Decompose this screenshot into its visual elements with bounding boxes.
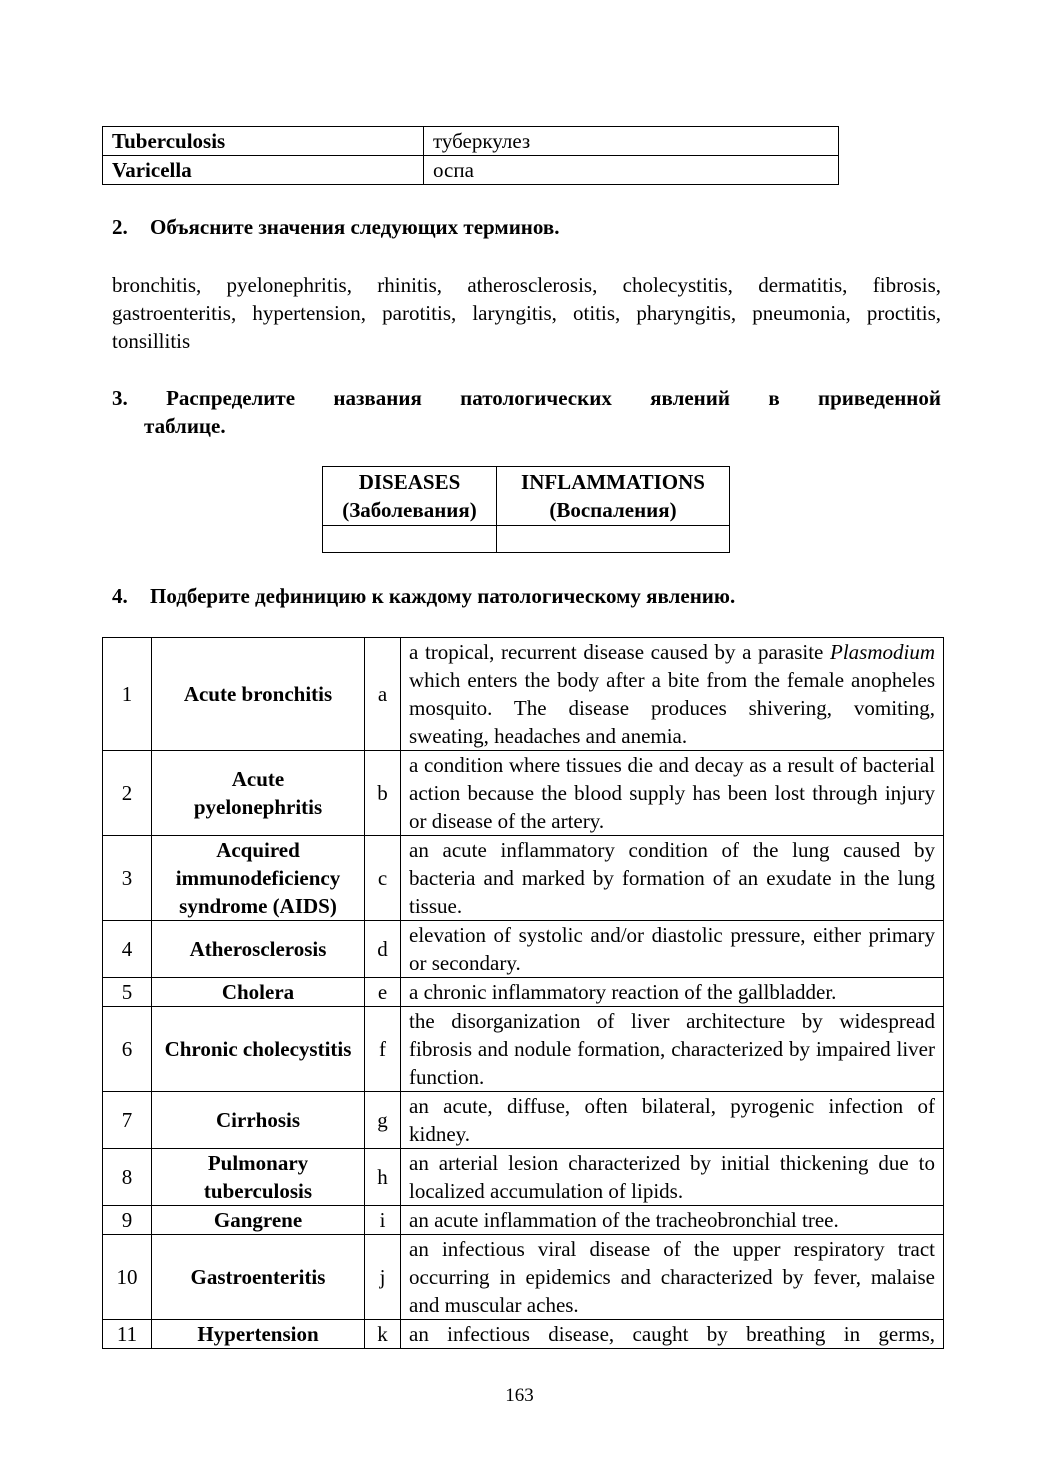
condition-name: Gangrene (152, 1206, 365, 1235)
task3-heading (112, 384, 941, 440)
definition-letter: i (365, 1206, 401, 1235)
vocab-table (102, 126, 839, 185)
definition-text: an infectious disease, caught by breathing in germs, (401, 1320, 944, 1349)
condition-name: Acute bronchitis (152, 638, 365, 751)
table-row (103, 978, 944, 1007)
diseases-cell (323, 526, 497, 553)
row-number: 3 (103, 836, 152, 921)
terms-paragraph: bronchitis, pyelonephritis, rhinitis, atherosclerosis, cholecystitis, dermatitis, fibrosis, gastroenteritis, hypertension, parotitis, laryngitis, otitis, pharyngitis, pneumonia, proctitis, tonsillitis (112, 273, 941, 353)
task-number: 4. (112, 584, 128, 608)
diseases-header: DISEASES (Заболевания) (323, 467, 497, 526)
term-cell: Tuberculosis (103, 127, 424, 156)
table-row (103, 751, 944, 836)
definition-text: the disorganization of liver architecture by widespread fibrosis and nodule formation, characterized by impaired liver function. (401, 1007, 944, 1092)
definition-letter: j (365, 1235, 401, 1320)
translation-cell: оспа (424, 156, 839, 185)
definition-letter: g (365, 1092, 401, 1149)
table-row (103, 1206, 944, 1235)
table-row (103, 836, 944, 921)
definition-text: a chronic inflammatory reaction of the gallbladder. (401, 978, 944, 1007)
row-number: 5 (103, 978, 152, 1007)
definition-letter: c (365, 836, 401, 921)
inflammations-header: INFLAMMATIONS (Воспаления) (497, 467, 730, 526)
table-row (103, 638, 944, 751)
row-number: 10 (103, 1235, 152, 1320)
row-number: 2 (103, 751, 152, 836)
table-row (103, 921, 944, 978)
task4-heading (112, 584, 735, 609)
definition-letter: h (365, 1149, 401, 1206)
task2-heading (112, 215, 559, 240)
task-title: Подберите дефиницию к каждому патологическому явлению. (150, 584, 736, 608)
definition-letter: e (365, 978, 401, 1007)
table-header-row (323, 467, 730, 526)
definition-text: an acute, diffuse, often bilateral, pyrogenic infection of kidney. (401, 1092, 944, 1149)
definition-text: elevation of systolic and/or diastolic pressure, either primary or secondary. (401, 921, 944, 978)
task-title-line2: таблице. (144, 414, 226, 438)
table-row (103, 1092, 944, 1149)
matching-table (102, 637, 944, 1349)
task-number: 3. (112, 386, 128, 410)
condition-name: Acute pyelonephritis (152, 751, 365, 836)
row-number: 8 (103, 1149, 152, 1206)
row-number: 6 (103, 1007, 152, 1092)
condition-name: Chronic cholecystitis (152, 1007, 365, 1092)
task-title: Объясните значения следующих терминов. (150, 215, 560, 239)
definition-text: an acute inflammation of the tracheobronchial tree. (401, 1206, 944, 1235)
inflammations-cell (497, 526, 730, 553)
condition-name: Cholera (152, 978, 365, 1007)
table-row (103, 1235, 944, 1320)
definition-letter: d (365, 921, 401, 978)
row-number: 1 (103, 638, 152, 751)
classification-table (322, 466, 730, 553)
definition-letter: a (365, 638, 401, 751)
definition-text: an arterial lesion characterized by initial thickening due to localized accumulation of lipids. (401, 1149, 944, 1206)
table-row (103, 1149, 944, 1206)
condition-name: Cirrhosis (152, 1092, 365, 1149)
table-row (323, 526, 730, 553)
table-row (103, 1320, 944, 1349)
definition-letter: f (365, 1007, 401, 1092)
task-title-line1: 3. Распределите названия патологических явлений в приведенной (112, 386, 941, 410)
row-number: 9 (103, 1206, 152, 1235)
row-number: 4 (103, 921, 152, 978)
definition-text: a condition where tissues die and decay as a result of bacterial action because the blood supply has been lost through injury or disease of the artery. (401, 751, 944, 836)
table-row (103, 127, 839, 156)
row-number: 7 (103, 1092, 152, 1149)
row-number: 11 (103, 1320, 152, 1349)
condition-name: Gastroenteritis (152, 1235, 365, 1320)
definition-letter: k (365, 1320, 401, 1349)
task-number: 2. (112, 215, 128, 239)
translation-cell: туберкулез (424, 127, 839, 156)
table-row (103, 156, 839, 185)
condition-name: Atherosclerosis (152, 921, 365, 978)
definition-text: an acute inflammatory condition of the lung caused by bacteria and marked by formation of an exudate in the lung tissue. (401, 836, 944, 921)
definition-text: an infectious viral disease of the upper respiratory tract occurring in epidemics and characterized by fever, malaise and muscular aches. (401, 1235, 944, 1320)
definition-letter: b (365, 751, 401, 836)
condition-name: Acquired immunodeficiency syndrome (AIDS) (152, 836, 365, 921)
term-cell: Varicella (103, 156, 424, 185)
condition-name: Pulmonary tuberculosis (152, 1149, 365, 1206)
condition-name: Hypertension (152, 1320, 365, 1349)
definition-text: a tropical, recurrent disease caused by a parasite Plasmodium which enters the body after a bite from the female anopheles mosquito. The disease produces shivering, vomiting, sweating, headaches and anemia. (401, 638, 944, 751)
table-row (103, 1007, 944, 1092)
page-number: 163 (505, 1385, 534, 1406)
